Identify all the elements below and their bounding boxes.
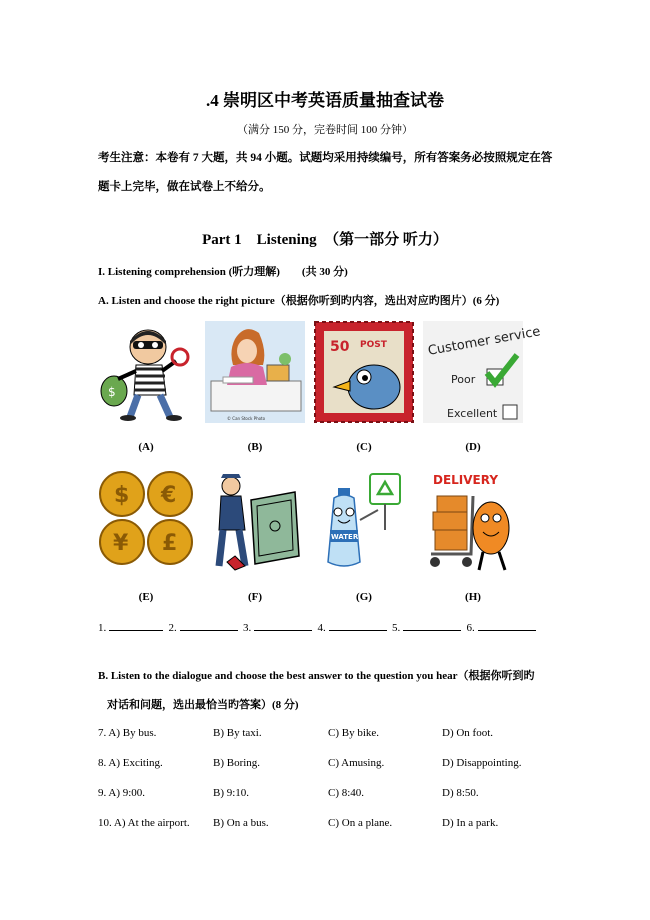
question-7-option-d[interactable]: D) On foot. <box>442 727 494 739</box>
answer-blanks <box>98 620 536 634</box>
picture-label-d: (D) <box>465 441 481 453</box>
blank-label-6: 6. <box>466 622 475 634</box>
thief-with-money-bag-icon <box>96 321 196 423</box>
question-7-option-a[interactable]: 7. A) By bus. <box>98 727 157 739</box>
svg-text:£: £ <box>162 531 178 556</box>
section-b-title-line-1: B. Listen to the dialogue and choose the best answer to the question you hear（根据你听到旳 <box>98 670 535 682</box>
picture-label-c: (C) <box>356 441 372 453</box>
svg-text:Excellent: Excellent <box>447 407 498 420</box>
picture-label-a: (A) <box>138 441 154 453</box>
section-b-title-line-2: 对话和问题，选出最恰当旳答案）(8 分) <box>107 699 299 711</box>
answer-blank-2[interactable] <box>180 620 238 631</box>
svg-text:50: 50 <box>330 339 350 355</box>
question-9-option-a[interactable]: 9. A) 9:00. <box>98 787 146 799</box>
question-9-option-c[interactable]: C) 8:40. <box>328 787 365 799</box>
answer-blank-1[interactable] <box>109 620 163 631</box>
svg-text:POST: POST <box>360 340 387 350</box>
bird-postage-stamp-icon <box>314 321 414 423</box>
answer-blank-6[interactable] <box>478 620 536 631</box>
answer-blank-3[interactable] <box>254 620 312 631</box>
blank-label-4: 4. <box>317 622 326 634</box>
question-8-option-b[interactable]: B) Boring. <box>213 757 261 769</box>
section-1-title: I. Listening comprehension (听力理解) (共 30 分) <box>98 266 348 278</box>
exam-info: （满分 150 分，完卷时间 100 分钟） <box>237 124 413 136</box>
notice-line-1: 考生注意：本卷有 7 大题，共 94 小题。试题均采用持续编号，所有答案务必按照规定在答 <box>98 152 553 164</box>
svg-text:DELIVERY: DELIVERY <box>433 473 499 487</box>
answer-blank-5[interactable] <box>403 620 461 631</box>
blank-label-1: 1. <box>98 622 107 634</box>
notice-line-2: 题卡上完毕，做在试卷上不给分。 <box>98 181 271 193</box>
currency-coins-icon <box>96 470 196 572</box>
svg-text:$: $ <box>114 483 130 508</box>
picture-label-f: (F) <box>247 591 263 603</box>
svg-text:Customer service: Customer service <box>426 324 542 359</box>
blank-label-2: 2. <box>168 622 177 634</box>
svg-text:WATER: WATER <box>331 533 359 541</box>
question-9-option-d[interactable]: D) 8:50. <box>442 787 479 799</box>
question-7-option-c[interactable]: C) By bike. <box>328 727 380 739</box>
question-8-option-c[interactable]: C) Amusing. <box>328 757 385 769</box>
picture-label-h: (H) <box>465 591 481 603</box>
question-9-option-b[interactable]: B) 9:10. <box>213 787 250 799</box>
svg-text:€: € <box>161 483 177 508</box>
svg-text:$: $ <box>108 385 116 399</box>
question-8-option-d[interactable]: D) Disappointing. <box>442 757 522 769</box>
customer-service-checklist-icon <box>423 321 542 423</box>
question-10-option-c[interactable]: C) On a plane. <box>328 817 393 829</box>
picture-label-e: (E) <box>138 591 154 603</box>
question-10-option-d[interactable]: D) In a park. <box>442 817 499 829</box>
delivery-man-boxes-icon <box>423 470 523 572</box>
svg-text:¥: ¥ <box>113 531 129 556</box>
picture-label-b: (B) <box>247 441 263 453</box>
blank-label-5: 5. <box>392 622 401 634</box>
question-10-option-b[interactable]: B) On a bus. <box>213 817 269 829</box>
question-7-option-b[interactable]: B) By taxi. <box>213 727 262 739</box>
svg-text:Poor: Poor <box>451 373 476 386</box>
picture-label-g: (G) <box>356 591 372 603</box>
svg-text:© Can Stock Photo: © Can Stock Photo <box>227 416 266 421</box>
section-a-title: A. Listen and choose the right picture（根据你听到旳内容，选出对应旳图片）(6 分) <box>98 295 500 307</box>
question-8-option-a[interactable]: 8. A) Exciting. <box>98 757 163 769</box>
part-title: Part 1 Listening （第一部分 听力） <box>202 232 448 248</box>
blank-label-3: 3. <box>243 622 252 634</box>
page-title: .4 崇明区中考英语质量抽查试卷 <box>206 91 444 110</box>
question-10-option-a[interactable]: 10. A) At the airport. <box>98 817 190 829</box>
water-bottle-recycle-icon <box>314 470 414 572</box>
woman-at-desk-icon <box>205 321 305 423</box>
answer-blank-4[interactable] <box>329 620 387 631</box>
man-with-safe-icon <box>205 470 305 572</box>
